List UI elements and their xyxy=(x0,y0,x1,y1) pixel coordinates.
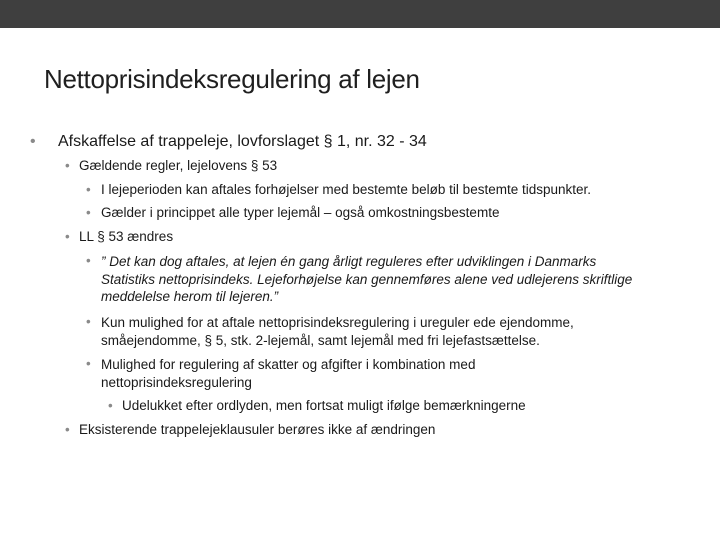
quote-text xyxy=(101,253,632,306)
bullet-level2-text: LL § 53 ændres xyxy=(79,229,174,244)
bullet-line: nettoprisindeksregulering xyxy=(101,374,252,390)
bullet-line: Mulighed for regulering af skatter og afgifter i kombination med xyxy=(101,357,476,372)
bullet-icon: • xyxy=(108,398,113,413)
slide-title: Nettoprisindeksregulering af lejen xyxy=(44,64,420,94)
bullet-icon: • xyxy=(86,205,91,220)
bullet-icon: • xyxy=(86,356,91,371)
bullet-icon: • xyxy=(86,314,91,329)
bullet-level3-text: Gælder i princippet alle typer lejemål – også omkostningsbestemte xyxy=(101,205,500,220)
quote-line: Statistiks nettoprisindeks. Lejeforhøjelse kan gennemføres alene ved udlejerens skriftlige xyxy=(101,271,633,287)
top-bar xyxy=(0,0,720,28)
quote-line: ” Det kan dog aftales, at lejen én gang årligt reguleres efter udviklingen i Danmarks xyxy=(101,254,597,269)
bullet-level4-text: Udelukket efter ordlyden, men fortsat muligt ifølge bemærkningerne xyxy=(122,398,526,413)
bullet-level2-text: Eksisterende trappelejeklausuler berøres ikke af ændringen xyxy=(79,422,436,437)
bullet-line: Kun mulighed for at aftale nettoprisindeksregulering i ureguler ede ejendomme, xyxy=(101,315,574,330)
bullet-level3-text xyxy=(101,356,475,391)
quote-line: meddelelse herom til lejeren.” xyxy=(101,289,279,304)
bullet-icon: • xyxy=(30,133,36,150)
bullet-level1-text: Afskaffelse af trappeleje, lovforslaget § 1, nr. 32 - 34 xyxy=(58,133,427,150)
bullet-level2-text: Gældende regler, lejelovens § 53 xyxy=(79,158,278,173)
bullet-line: småejendomme, § 5, stk. 2-lejemål, samt lejemål med fri lejefastsættelse. xyxy=(101,332,540,348)
bullet-level3-text xyxy=(101,314,574,349)
bullet-icon: • xyxy=(65,158,70,173)
bullet-icon: • xyxy=(65,422,70,437)
bullet-icon: • xyxy=(86,182,91,197)
bullet-icon: • xyxy=(86,253,91,268)
bullet-level3-text: I lejeperioden kan aftales forhøjelser med bestemte beløb til bestemte tidspunkter. xyxy=(101,182,592,197)
bullet-icon: • xyxy=(65,229,70,244)
